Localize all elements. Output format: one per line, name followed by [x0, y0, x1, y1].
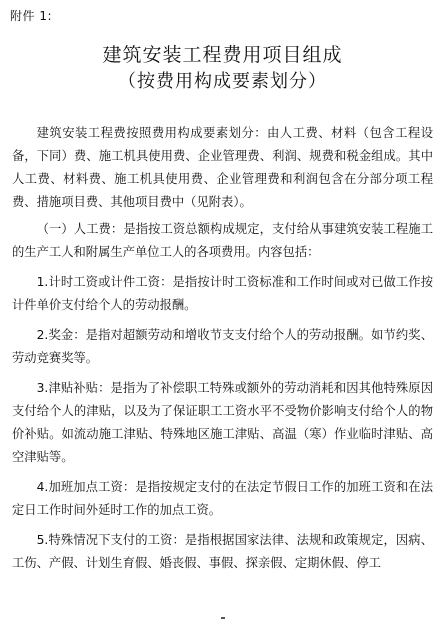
document-body: [12, 122, 433, 582]
item-2-paragraph: 2.奖金：是指对超额劳动和增收节支支付给个人的劳动报酬。如节约奖、劳动竞赛奖等。: [12, 328, 433, 365]
document-subtitle: （按费用构成要素划分）: [118, 71, 327, 92]
page-marker: [221, 617, 225, 619]
item-1-paragraph: 1.计时工资或计件工资：是指按计时工资标准和工作时间或对已做工作按计件单价支付给个人的劳动报酬。: [12, 275, 433, 312]
section-labor-cost-paragraph: （一）人工费：是指按工资总额构成规定，支付给从事建筑安装工程施工的生产工人和附属生产单位工人的各项费用。内容包括：: [12, 222, 433, 259]
document-title: 建筑安装工程费用项目组成: [102, 44, 343, 66]
item-3-paragraph: 3.津贴补贴：是指为了补偿职工特殊或额外的劳动消耗和因其他特殊原因支付给个人的津贴，以及为了保证职工工资水平不受物价影响支付给个人的物价补贴。如流动施工津贴、特殊地区施工津贴、高温（寒）作业临时津贴、高空津贴等。: [12, 381, 433, 464]
attachment-label: 附件 1:: [10, 9, 52, 23]
item-4-paragraph: 4.加班加点工资：是指按规定支付的在法定节假日工作的加班工资和在法定日工作时间外延时工作的加点工资。: [12, 480, 433, 517]
intro-paragraph: 建筑安装工程费按照费用构成要素划分：由人工费、材料（包含工程设备，下同）费、施工机具使用费、企业管理费、利润、规费和税金组成。其中人工费、材料费、施工机具使用费、企业管理费和利润包含在分部分项工程费、措施项目费、其他项目费中（见附表）。: [12, 126, 433, 209]
item-5-paragraph: 5.特殊情况下支付的工资：是指根据国家法律、法规和政策规定，因病、工伤、产假、计划生育假、婚丧假、事假、探亲假、定期休假、停工: [12, 533, 433, 570]
